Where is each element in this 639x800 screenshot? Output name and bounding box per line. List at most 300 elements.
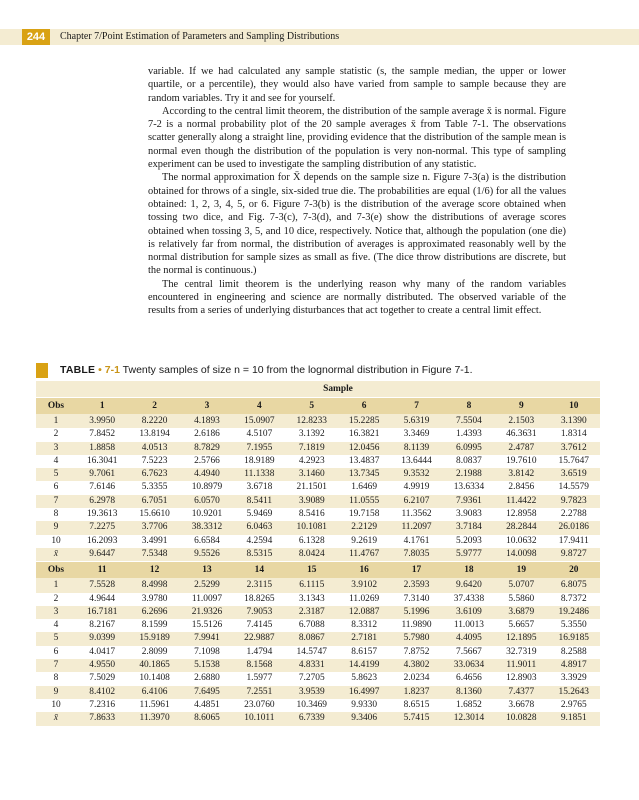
obs-cell: 3 <box>36 606 76 619</box>
table-cell: 12.8233 <box>286 414 338 428</box>
table-cell: 6.4106 <box>128 686 180 699</box>
table-cell: 7.2705 <box>286 672 338 685</box>
table-cell: 6.7088 <box>286 619 338 632</box>
table-cell: 3.9089 <box>286 495 338 508</box>
table-cell: 3.9950 <box>76 414 128 428</box>
column-header: 19 <box>495 562 547 579</box>
table-row <box>36 508 600 521</box>
table-cell: 7.9053 <box>233 606 285 619</box>
table-cell: 7.5667 <box>443 646 495 659</box>
table-row <box>36 646 600 659</box>
table-cell: 8.2167 <box>76 619 128 632</box>
sample-header: Sample <box>76 381 600 398</box>
table-cell: 18.9189 <box>233 455 285 468</box>
table-cell: 15.7647 <box>548 455 600 468</box>
table-cell: 1.8858 <box>76 442 128 455</box>
column-header: 15 <box>286 562 338 579</box>
table-row <box>36 468 600 481</box>
table-cell: 11.4767 <box>338 548 390 562</box>
table-cell: 10.1081 <box>286 521 338 534</box>
table-cell: 3.6678 <box>495 699 547 712</box>
table-cell: 3.1390 <box>548 414 600 428</box>
table-cell: 3.3469 <box>390 428 442 441</box>
table-cell: 8.4998 <box>128 578 180 592</box>
table-cell: 3.8142 <box>495 468 547 481</box>
table-cell: 3.9083 <box>443 508 495 521</box>
table-cell: 7.1819 <box>286 442 338 455</box>
paragraph: The normal approximation for X̄ depends on the sample size n. Figure 7-3(a) is the distribution obtained for throws of a single, six-sided true die. The probabilities are equal (1/6) for all the values obtained: 1, 2, 3, 4, 5, or 6. Figure 7-3(b) is the distribution of the average score obtained when tossing two dice, and Fig. 7-3(c), 7-3(d), and 7-3(e) show the distributions of average scores obtained when tossing 3, 5, and 10 dice, respectively. Notice that, although the population (one die) is relatively far from normal, the distribution of averages is approximated reasonably well by the normal distribution for sample sizes as small as five. (The dice throw distributions are discrete, but the normal is continuous.) <box>148 172 566 277</box>
table-cell: 8.1139 <box>390 442 442 455</box>
table-cell: 4.4095 <box>443 632 495 645</box>
table-cell: 46.3631 <box>495 428 547 441</box>
table-cell: 5.0707 <box>495 578 547 592</box>
table-cell: 33.0634 <box>443 659 495 672</box>
table-cell: 5.7980 <box>390 632 442 645</box>
table-cell: 2.2129 <box>338 521 390 534</box>
table-cell: 5.5860 <box>495 593 547 606</box>
table-row <box>36 699 600 712</box>
table-cell: 4.8331 <box>286 659 338 672</box>
table-cell: 3.9102 <box>338 578 390 592</box>
column-header: 2 <box>128 398 180 415</box>
table-cell: 28.2844 <box>495 521 547 534</box>
obs-cell: 8 <box>36 508 76 521</box>
column-header: 7 <box>390 398 442 415</box>
table-cell: 22.9887 <box>233 632 285 645</box>
table-cell: 8.0424 <box>286 548 338 562</box>
table-row <box>36 578 600 592</box>
table-cell: 7.5029 <box>76 672 128 685</box>
table-cell: 5.6319 <box>390 414 442 428</box>
table-row <box>36 548 600 562</box>
column-header: 20 <box>548 562 600 579</box>
table-cell: 9.0399 <box>76 632 128 645</box>
table-cell: 4.9550 <box>76 659 128 672</box>
table-row <box>36 606 600 619</box>
table-cell: 3.7706 <box>128 521 180 534</box>
table-cell: 4.9919 <box>390 481 442 494</box>
table-cell: 14.4199 <box>338 659 390 672</box>
table-cell: 3.6519 <box>548 468 600 481</box>
table-cell: 4.5107 <box>233 428 285 441</box>
paragraph: variable. If we had calculated any sample statistic (s, the sample median, the upper or lower quartile, or a percentile), they would also have varied from sample to sample because they are random variables. Try it and see for yourself. <box>148 66 566 104</box>
table-cell: 13.8194 <box>128 428 180 441</box>
table-cell: 16.2093 <box>76 535 128 548</box>
table-cell: 14.0098 <box>495 548 547 562</box>
column-header: 4 <box>233 398 285 415</box>
table-cell: 6.7623 <box>128 468 180 481</box>
table-cell: 15.2285 <box>338 414 390 428</box>
table-cell: 11.0269 <box>338 593 390 606</box>
table-cell: 2.8456 <box>495 481 547 494</box>
column-header: 9 <box>495 398 547 415</box>
table-row <box>36 414 600 428</box>
table-cell: 7.4377 <box>495 686 547 699</box>
table-cell: 8.6157 <box>338 646 390 659</box>
table-cell: 7.4145 <box>233 619 285 632</box>
table-cell: 12.1895 <box>495 632 547 645</box>
obs-cell: 7 <box>36 659 76 672</box>
table-cell: 8.7372 <box>548 593 600 606</box>
table-cell: 4.1761 <box>390 535 442 548</box>
column-header-row <box>36 398 600 415</box>
table-cell: 11.3970 <box>128 712 180 725</box>
caption-number: 7-1 <box>104 364 120 376</box>
table-cell: 7.9361 <box>443 495 495 508</box>
table-cell: 7.6146 <box>76 481 128 494</box>
table-row <box>36 428 600 441</box>
table-cell: 6.7339 <box>286 712 338 725</box>
running-head: Chapter 7/Point Estimation of Parameters and Sampling Distributions <box>60 31 340 42</box>
table-cell: 8.2220 <box>128 414 180 428</box>
table-cell: 2.0234 <box>390 672 442 685</box>
table-row <box>36 593 600 606</box>
table-cell: 15.5126 <box>181 619 233 632</box>
column-header: 1 <box>76 398 128 415</box>
table-cell: 8.3312 <box>338 619 390 632</box>
table-cell: 5.9469 <box>233 508 285 521</box>
data-table <box>36 381 600 726</box>
table-cell: 2.5299 <box>181 578 233 592</box>
table-cell: 2.7181 <box>338 632 390 645</box>
table-cell: 3.9539 <box>286 686 338 699</box>
column-header: 11 <box>76 562 128 579</box>
table-cell: 8.7829 <box>181 442 233 455</box>
table-cell: 16.4997 <box>338 686 390 699</box>
table-cell: 3.6718 <box>233 481 285 494</box>
table-cell: 7.5348 <box>128 548 180 562</box>
table-cell: 12.3014 <box>443 712 495 725</box>
obs-cell: 10 <box>36 535 76 548</box>
table-cell: 7.2316 <box>76 699 128 712</box>
table-cell: 5.3550 <box>548 619 600 632</box>
table-cell: 1.6469 <box>338 481 390 494</box>
table-cell: 5.8623 <box>338 672 390 685</box>
column-header: 12 <box>128 562 180 579</box>
table-cell: 4.4940 <box>181 468 233 481</box>
table-cell: 8.5315 <box>233 548 285 562</box>
table-row <box>36 712 600 725</box>
table-cell: 19.7158 <box>338 508 390 521</box>
table-cell: 23.0760 <box>233 699 285 712</box>
table-cell: 8.2588 <box>548 646 600 659</box>
table-cell: 5.9777 <box>443 548 495 562</box>
table-cell: 3.7184 <box>443 521 495 534</box>
table-cell: 14.5579 <box>548 481 600 494</box>
table-cell: 2.1503 <box>495 414 547 428</box>
table-cell: 5.1996 <box>390 606 442 619</box>
table-cell: 5.3355 <box>128 481 180 494</box>
table-row <box>36 495 600 508</box>
table-cell: 7.2551 <box>233 686 285 699</box>
table-row <box>36 672 600 685</box>
obs-cell: 7 <box>36 495 76 508</box>
table-cell: 15.0907 <box>233 414 285 428</box>
table-cell: 8.1599 <box>128 619 180 632</box>
table-cell: 7.6495 <box>181 686 233 699</box>
obs-cell: 5 <box>36 632 76 645</box>
table-cell: 40.1865 <box>128 659 180 672</box>
table-cell: 6.4656 <box>443 672 495 685</box>
column-header: 14 <box>233 562 285 579</box>
table-cell: 2.6880 <box>181 672 233 685</box>
table-cell: 37.4338 <box>443 593 495 606</box>
table-row <box>36 632 600 645</box>
table-cell: 3.9780 <box>128 593 180 606</box>
table-cell: 6.0463 <box>233 521 285 534</box>
table-cell: 11.4422 <box>495 495 547 508</box>
table-cell: 7.8752 <box>390 646 442 659</box>
obs-cell: 8 <box>36 672 76 685</box>
table-cell: 19.7610 <box>495 455 547 468</box>
table-cell: 6.2696 <box>128 606 180 619</box>
table-cell: 16.3041 <box>76 455 128 468</box>
obs-cell: 1 <box>36 414 76 428</box>
table-cell: 11.9890 <box>390 619 442 632</box>
table-cell: 10.1011 <box>233 712 285 725</box>
table-cell: 10.0828 <box>495 712 547 725</box>
table-cell: 11.1338 <box>233 468 285 481</box>
table-cell: 4.2923 <box>286 455 338 468</box>
table-cell: 3.1460 <box>286 468 338 481</box>
table-cell: 1.8237 <box>390 686 442 699</box>
table-cell: 1.8314 <box>548 428 600 441</box>
table-row <box>36 521 600 534</box>
body-text <box>148 65 566 318</box>
table-cell: 6.2978 <box>76 495 128 508</box>
obs-cell: 3 <box>36 442 76 455</box>
table-cell: 2.1988 <box>443 468 495 481</box>
table-cell: 11.0013 <box>443 619 495 632</box>
table-cell: 4.3802 <box>390 659 442 672</box>
table-cell: 19.2486 <box>548 606 600 619</box>
table-cell: 8.4102 <box>76 686 128 699</box>
page-number: 244 <box>22 29 50 45</box>
table-cell: 7.1955 <box>233 442 285 455</box>
table-cell: 3.1343 <box>286 593 338 606</box>
column-header: 6 <box>338 398 390 415</box>
table-cell: 8.5411 <box>233 495 285 508</box>
column-header: 5 <box>286 398 338 415</box>
table-cell: 6.8075 <box>548 578 600 592</box>
column-header: 13 <box>181 562 233 579</box>
table-cell: 12.0456 <box>338 442 390 455</box>
table-cell: 2.9765 <box>548 699 600 712</box>
table-cell: 13.6334 <box>443 481 495 494</box>
table-cell: 6.1115 <box>286 578 338 592</box>
column-header: 8 <box>443 398 495 415</box>
table-cell: 4.4851 <box>181 699 233 712</box>
column-header: 17 <box>390 562 442 579</box>
table-cell: 6.0570 <box>181 495 233 508</box>
table-cell: 6.1328 <box>286 535 338 548</box>
obs-header: Obs <box>36 398 76 415</box>
table-cell: 11.9011 <box>495 659 547 672</box>
column-header: 16 <box>338 562 390 579</box>
table-cell: 3.7612 <box>548 442 600 455</box>
table-cell: 12.8903 <box>495 672 547 685</box>
table-cell: 9.9330 <box>338 699 390 712</box>
table-cell: 16.7181 <box>76 606 128 619</box>
table-cell: 7.5504 <box>443 414 495 428</box>
table-cell: 15.6610 <box>128 508 180 521</box>
table-cell: 10.1408 <box>128 672 180 685</box>
table-cell: 7.8633 <box>76 712 128 725</box>
table-cell: 13.6444 <box>390 455 442 468</box>
table-cell: 1.5977 <box>233 672 285 685</box>
table-cell: 5.7415 <box>390 712 442 725</box>
table-row <box>36 535 600 548</box>
column-header: 3 <box>181 398 233 415</box>
table-cell: 10.8979 <box>181 481 233 494</box>
table-row <box>36 481 600 494</box>
column-header: 10 <box>548 398 600 415</box>
obs-cell: 4 <box>36 619 76 632</box>
table-cell: 7.8452 <box>76 428 128 441</box>
table-cell: 15.2643 <box>548 686 600 699</box>
table-cell: 2.3187 <box>286 606 338 619</box>
table-cell: 15.9189 <box>128 632 180 645</box>
obs-cell: 9 <box>36 521 76 534</box>
column-header: 18 <box>443 562 495 579</box>
table-cell: 10.0632 <box>495 535 547 548</box>
obs-cell: 4 <box>36 455 76 468</box>
table-cell: 9.7823 <box>548 495 600 508</box>
table-cell: 26.0186 <box>548 521 600 534</box>
table-cell: 4.9644 <box>76 593 128 606</box>
table-cell: 6.7051 <box>128 495 180 508</box>
table-cell: 38.3312 <box>181 521 233 534</box>
table-cell: 2.8099 <box>128 646 180 659</box>
table-cell: 5.1538 <box>181 659 233 672</box>
table-cell: 8.6065 <box>181 712 233 725</box>
table-cell: 4.8917 <box>548 659 600 672</box>
table-cell: 7.9941 <box>181 632 233 645</box>
obs-cell: 2 <box>36 593 76 606</box>
table-cell: 14.5747 <box>286 646 338 659</box>
caption-label: TABLE <box>60 364 96 376</box>
caption-text: Twenty samples of size n = 10 from the lognormal distribution in Figure 7-1. <box>122 364 473 376</box>
table-cell: 3.4991 <box>128 535 180 548</box>
table-cell: 11.3562 <box>390 508 442 521</box>
table-row <box>36 659 600 672</box>
table-cell: 8.0837 <box>443 455 495 468</box>
table-cell: 8.5416 <box>286 508 338 521</box>
table-cell: 9.2619 <box>338 535 390 548</box>
table-cell: 7.5223 <box>128 455 180 468</box>
table-cell: 7.2275 <box>76 521 128 534</box>
table-cell: 4.1893 <box>181 414 233 428</box>
paragraph: According to the central limit theorem, the distribution of the sample average x̄ is normal. Figure 7-2 is a normal probability plot of the 20 sample averages x̄ from Table 7-1. The observations scatter generally along a straight line, providing evidence that the distribution of the sample mean is normal even though the distribution of the population is very non-normal. This type of sampling experiment can be used to investigate the sampling distribution of any statistic. <box>148 105 566 171</box>
table-cell: 16.3821 <box>338 428 390 441</box>
table-row <box>36 619 600 632</box>
table-cell: 11.0555 <box>338 495 390 508</box>
table-cell: 19.3613 <box>76 508 128 521</box>
table-cell: 21.9326 <box>181 606 233 619</box>
table-cell: 11.5961 <box>128 699 180 712</box>
table-cell: 11.2097 <box>390 521 442 534</box>
table-cell: 5.6657 <box>495 619 547 632</box>
obs-cell: 6 <box>36 481 76 494</box>
table-cell: 2.6186 <box>181 428 233 441</box>
table-cell: 18.8265 <box>233 593 285 606</box>
table-cell: 9.7061 <box>76 468 128 481</box>
table-cell: 8.6515 <box>390 699 442 712</box>
table-row <box>36 686 600 699</box>
table-cell: 3.1392 <box>286 428 338 441</box>
table-cell: 9.1851 <box>548 712 600 725</box>
table-cell: 12.0887 <box>338 606 390 619</box>
table-cell: 1.4393 <box>443 428 495 441</box>
table-cell: 17.9411 <box>548 535 600 548</box>
table-cell: 7.5528 <box>76 578 128 592</box>
caption-marker <box>36 363 48 378</box>
table-cell: 2.2788 <box>548 508 600 521</box>
table-cell: 9.5526 <box>181 548 233 562</box>
table-cell: 8.1360 <box>443 686 495 699</box>
obs-cell: 1 <box>36 578 76 592</box>
table-cell: 4.0513 <box>128 442 180 455</box>
table-cell: 3.6109 <box>443 606 495 619</box>
table-cell: 32.7319 <box>495 646 547 659</box>
column-header-row <box>36 562 600 579</box>
table-cell: 9.3532 <box>390 468 442 481</box>
table-cell: 13.7345 <box>338 468 390 481</box>
table-cell: 12.8958 <box>495 508 547 521</box>
table-cell: 2.3115 <box>233 578 285 592</box>
obs-cell: 10 <box>36 699 76 712</box>
table-caption <box>60 363 473 378</box>
table-cell: 4.0417 <box>76 646 128 659</box>
obs-cell: x̄ <box>36 712 76 725</box>
table-cell: 16.9185 <box>548 632 600 645</box>
table-cell: 6.2107 <box>390 495 442 508</box>
paragraph: The central limit theorem is the underlying reason why many of the random variables encountered in engineering and science are normally distributed. The observed variable of the results from a series of underlying disturbances that act together to create a central limit effect. <box>148 278 566 317</box>
table-cell: 6.6584 <box>181 535 233 548</box>
table-cell: 1.4794 <box>233 646 285 659</box>
table-cell: 2.3593 <box>390 578 442 592</box>
table-group-header <box>36 381 600 398</box>
obs-header: Obs <box>36 562 76 579</box>
table-cell: 3.3929 <box>548 672 600 685</box>
obs-cell: 6 <box>36 646 76 659</box>
table-cell: 9.6420 <box>443 578 495 592</box>
table-cell: 10.3469 <box>286 699 338 712</box>
table-cell: 2.5766 <box>181 455 233 468</box>
table-cell: 11.0097 <box>181 593 233 606</box>
table-cell: 8.0867 <box>286 632 338 645</box>
table-cell: 6.0995 <box>443 442 495 455</box>
table-cell: 13.4837 <box>338 455 390 468</box>
obs-cell: 5 <box>36 468 76 481</box>
table-row <box>36 442 600 455</box>
caption-bullet: • <box>98 364 102 376</box>
obs-cell: x̄ <box>36 548 76 562</box>
table-cell: 7.8035 <box>390 548 442 562</box>
table-cell: 3.6879 <box>495 606 547 619</box>
table-cell: 9.8727 <box>548 548 600 562</box>
table-cell: 5.2093 <box>443 535 495 548</box>
table-cell: 7.1098 <box>181 646 233 659</box>
table-cell: 7.3140 <box>390 593 442 606</box>
table-cell: 21.1501 <box>286 481 338 494</box>
table-cell: 4.2594 <box>233 535 285 548</box>
table-cell: 9.6447 <box>76 548 128 562</box>
table-row <box>36 455 600 468</box>
table-cell: 1.6852 <box>443 699 495 712</box>
table-cell: 9.3406 <box>338 712 390 725</box>
table-cell: 2.4787 <box>495 442 547 455</box>
